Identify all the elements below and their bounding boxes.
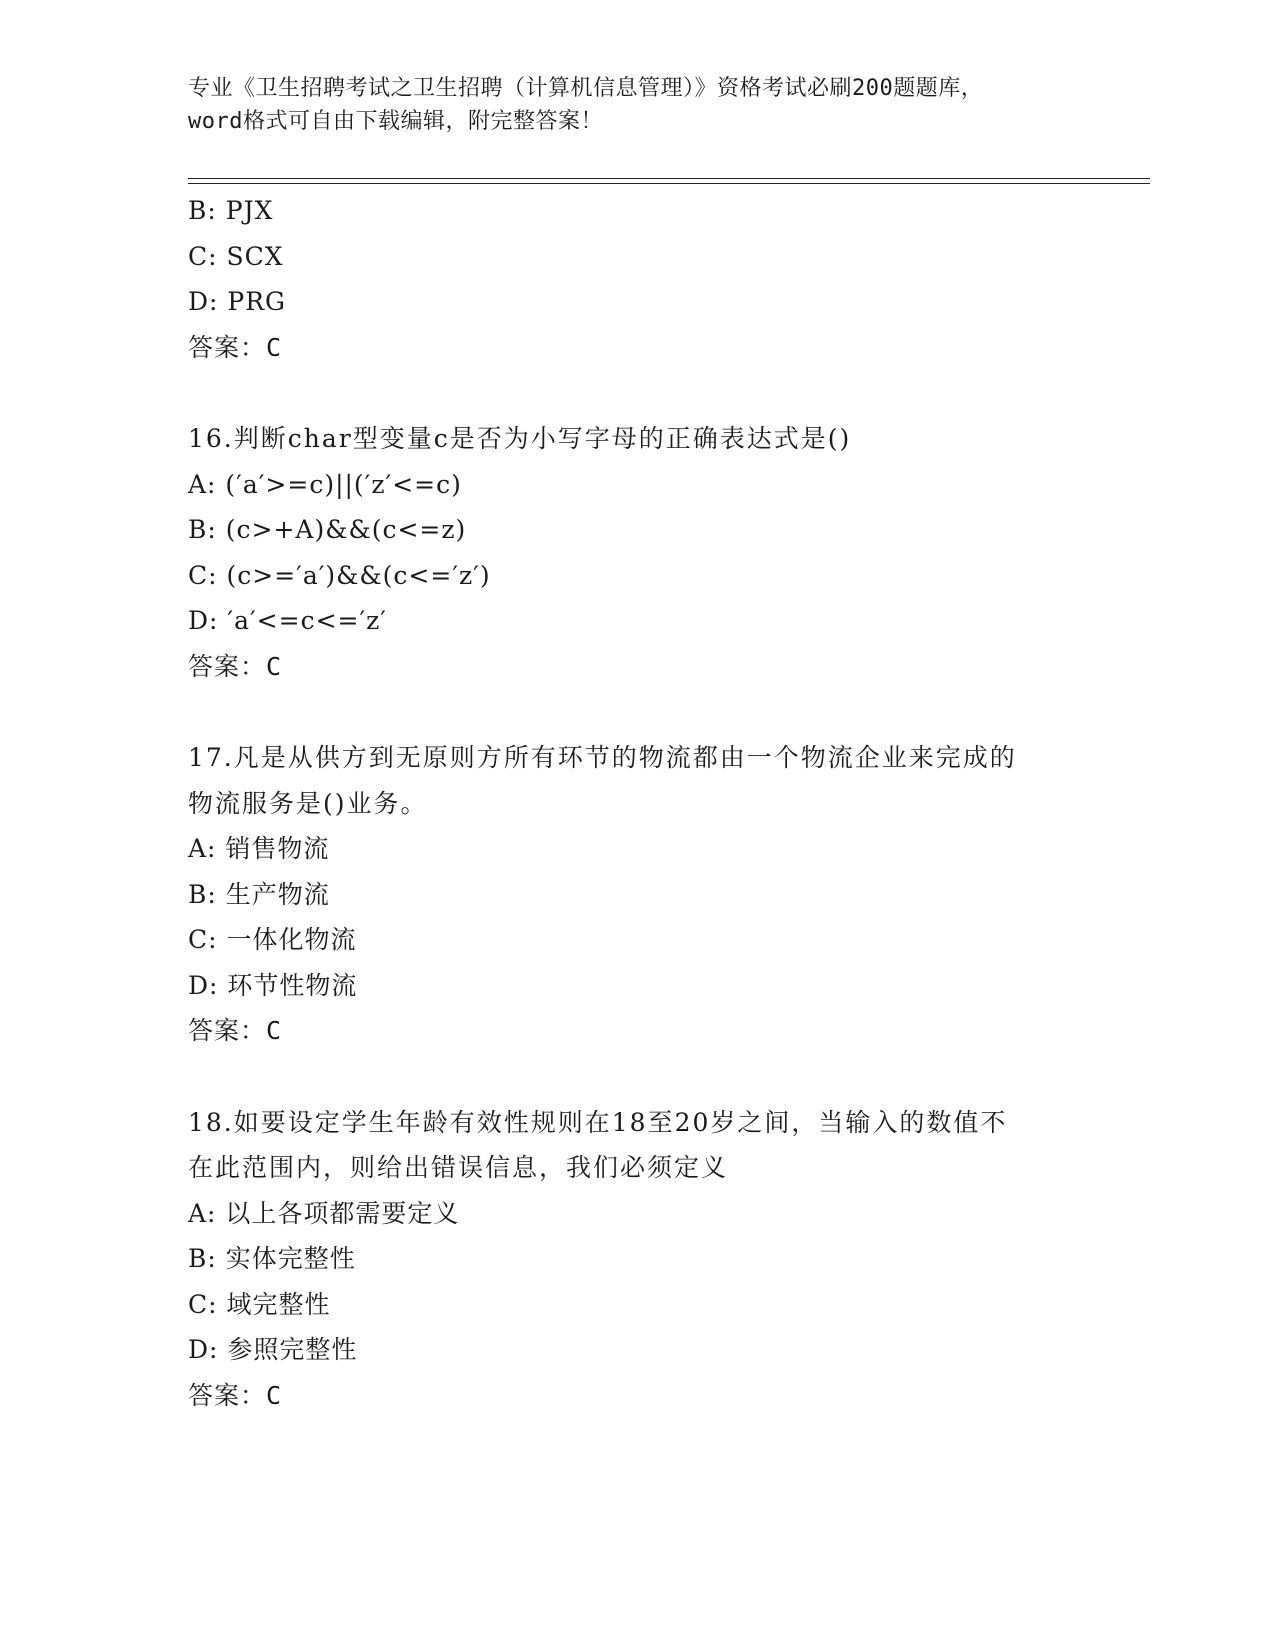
document-header <box>188 72 1088 138</box>
spacer <box>188 370 1088 416</box>
option-b: B: PJX <box>188 196 274 225</box>
question-16 <box>188 416 1088 689</box>
question-stem-line-1: 18.如要设定学生年龄有效性规则在18至20岁之间，当输入的数值不 <box>188 1107 1008 1137</box>
header-line-1: 专业《卫生招聘考试之卫生招聘（计算机信息管理）》资格考试必刷200题题库， <box>188 76 984 101</box>
option-b: B: 生产物流 <box>188 879 330 909</box>
option-a: A: (′a′>=c)||(′z′<=c) <box>188 469 462 499</box>
question-list <box>188 188 1088 1418</box>
question-stem: 16.判断char型变量c是否为小写字母的正确表达式是() <box>188 424 852 453</box>
answer: 答案：C <box>188 651 283 681</box>
question-17 <box>188 735 1088 1054</box>
header-divider-bottom <box>188 183 1150 184</box>
option-a: A: 销售物流 <box>188 834 330 863</box>
answer: 答案：C <box>188 332 283 362</box>
question-stem-line-2: 在此范围内，则给出错误信息，我们必须定义 <box>188 1153 729 1182</box>
option-c: C: 域完整性 <box>188 1289 331 1319</box>
option-d: D: 参照完整性 <box>188 1335 358 1364</box>
answer: 答案：C <box>188 1016 283 1045</box>
option-a: A: 以上各项都需要定义 <box>188 1198 460 1228</box>
spacer <box>188 1054 1088 1100</box>
question-18 <box>188 1100 1088 1419</box>
option-c: C: 一体化物流 <box>188 925 357 954</box>
header-divider-top <box>188 178 1150 179</box>
header-line-2: word格式可自由下载编辑，附完整答案！ <box>188 109 603 134</box>
option-d: D: 环节性物流 <box>188 970 358 1000</box>
option-d: D: ′a′<=c<=′z′ <box>188 606 387 635</box>
option-c: C: SCX <box>188 241 284 271</box>
option-b: B: (c>+A)&&(c<=z) <box>188 515 467 544</box>
option-c: C: (c>=′a′)&&(c<=′z′) <box>188 560 491 590</box>
question-stem-line-2: 物流服务是()业务。 <box>188 788 428 818</box>
option-d: D: PRG <box>188 287 287 316</box>
question-stem-line-1: 17.凡是从供方到无原则方所有环节的物流都由一个物流企业来完成的 <box>188 743 1017 772</box>
question-15-tail <box>188 188 1088 370</box>
spacer <box>188 689 1088 735</box>
option-b: B: 实体完整性 <box>188 1244 356 1273</box>
answer: 答案：C <box>188 1380 283 1410</box>
